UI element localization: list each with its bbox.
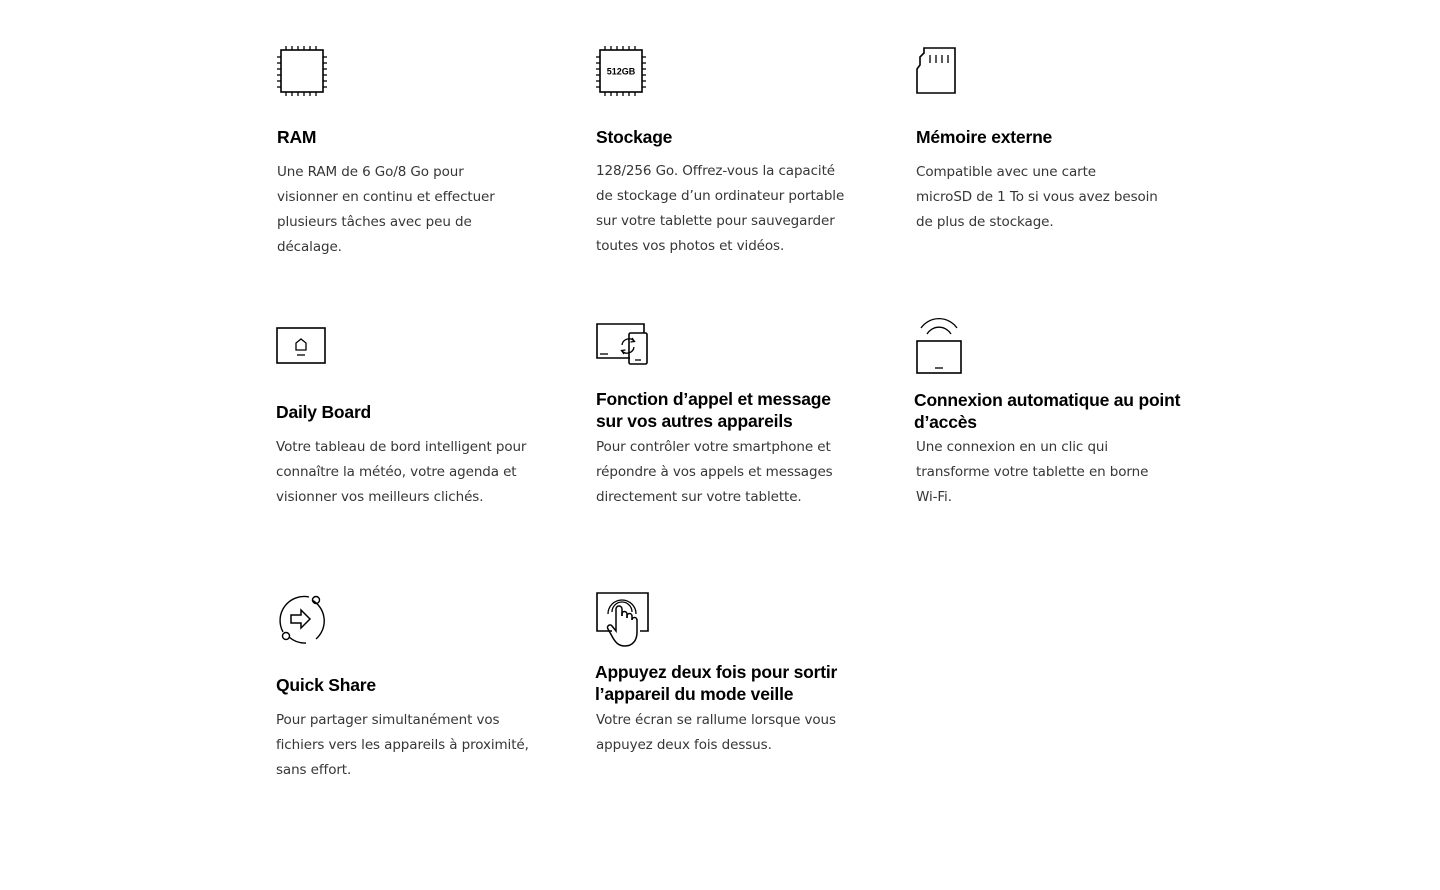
feature-description: 128/256 Go. Offrez-vous la capacité de stockage d’un ordinateur portable sur votre tablette pour sauvegarder toutes vos photos et vidéos. <box>596 163 845 254</box>
feature-title: Daily Board <box>276 402 372 422</box>
storage-chip-label: 512GB <box>606 66 636 77</box>
feature-description: Compatible avec une carte microSD de 1 To si vous avez besoin de plus de stockage. <box>916 164 1158 230</box>
feature-title: Appuyez deux fois pour sortir l’appareil du mode veille <box>595 662 838 704</box>
tablet-home-icon <box>276 327 328 365</box>
feature-description: Pour partager simultanément vos fichiers vers les appareils à proximité, sans effort. <box>276 712 529 778</box>
feature-title: Stockage <box>596 127 673 147</box>
feature-description: Votre écran se rallume lorsque vous appuyez deux fois dessus. <box>596 712 836 753</box>
feature-title: Connexion automatique au point d’accès <box>914 390 1181 432</box>
feature-title: Mémoire externe <box>916 127 1053 147</box>
storage-chip-icon <box>596 46 646 96</box>
feature-description: Pour contrôler votre smartphone et répondre à vos appels et messages directement sur votre tablette. <box>596 439 833 505</box>
feature-title: Fonction d’appel et message sur vos autres appareils <box>596 389 831 431</box>
sd-card-icon <box>916 47 958 97</box>
feature-title: Quick Share <box>276 675 376 695</box>
feature-description: Une connexion en un clic qui transforme votre tablette en borne Wi-Fi. <box>916 439 1149 505</box>
feature-description: Votre tableau de bord intelligent pour connaître la météo, votre agenda et visionner vos meilleurs clichés. <box>276 439 527 505</box>
quick-share-icon <box>276 594 328 646</box>
double-tap-icon <box>596 592 652 650</box>
chip-icon <box>277 46 327 96</box>
feature-description: Une RAM de 6 Go/8 Go pour visionner en continu et effectuer plusieurs tâches avec peu de décalage. <box>277 164 495 255</box>
device-sync-icon <box>596 323 650 367</box>
feature-title: RAM <box>277 127 317 147</box>
tablet-wifi-icon <box>916 318 964 376</box>
